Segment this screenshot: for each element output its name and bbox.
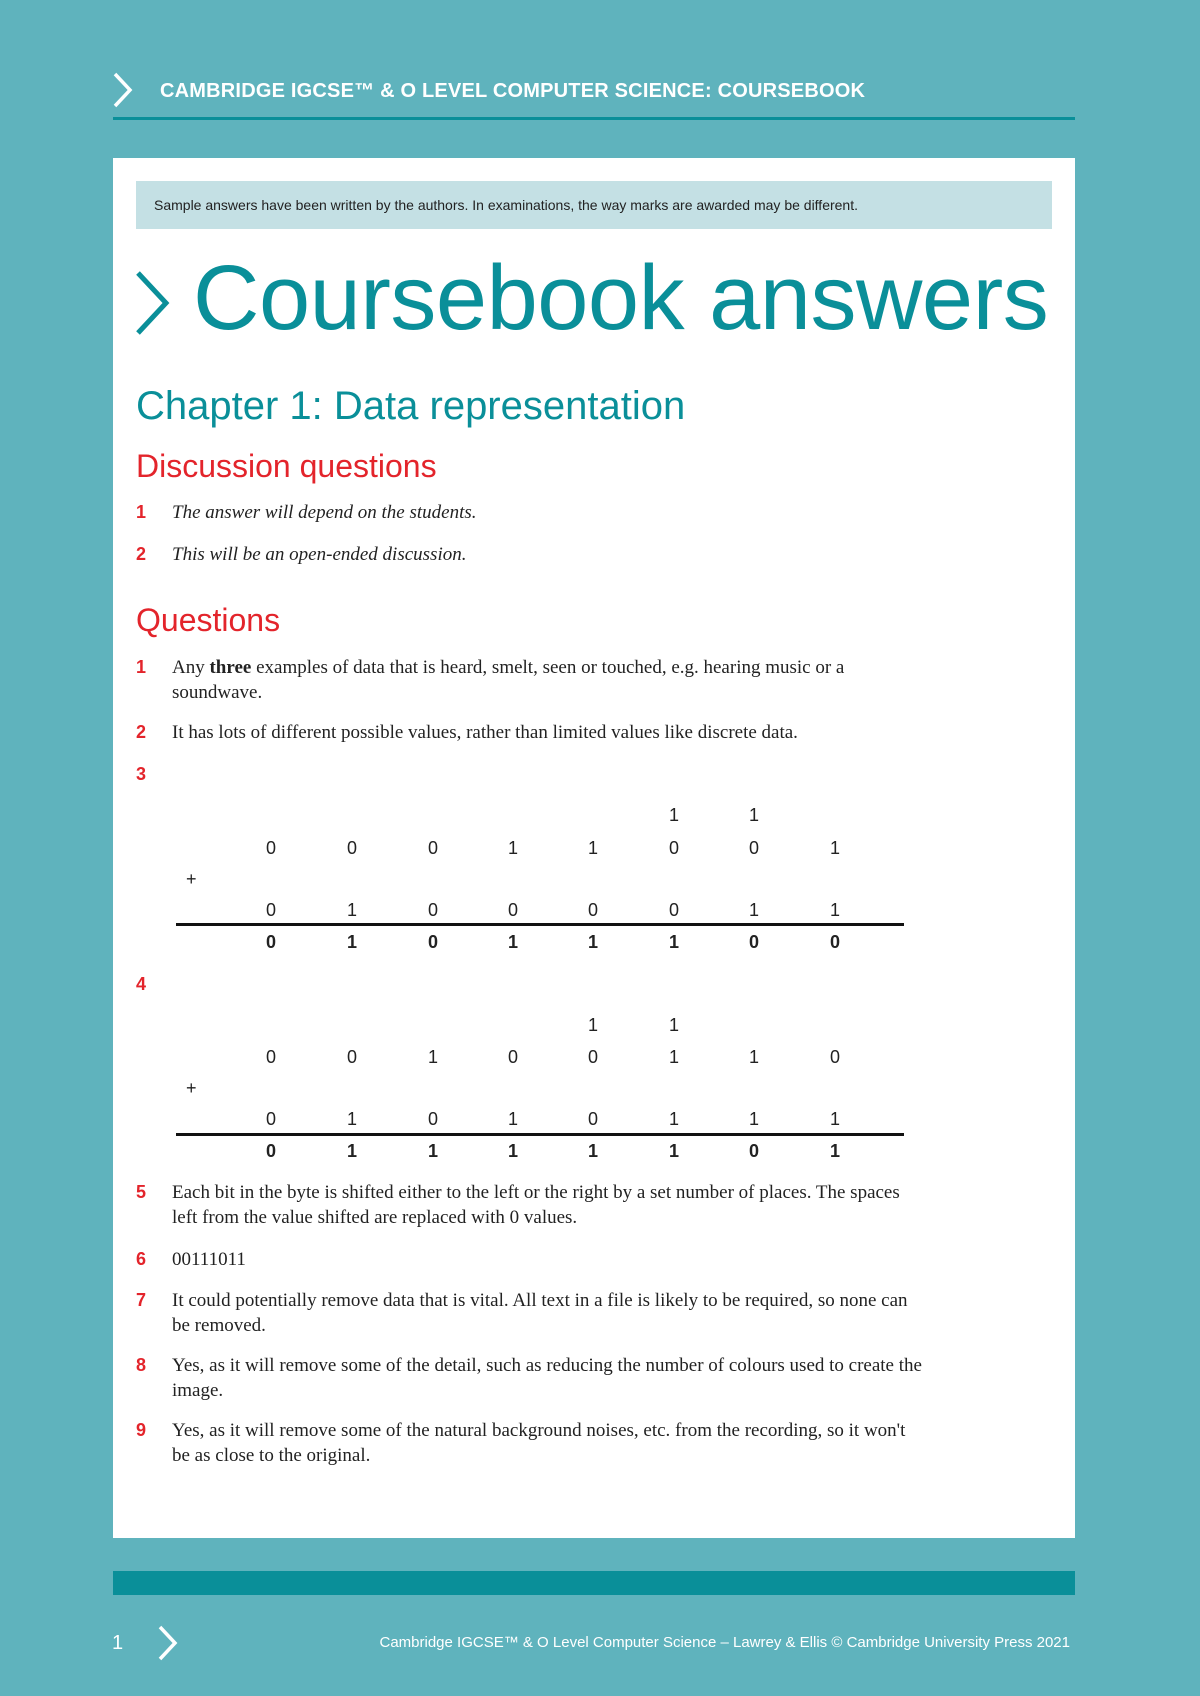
result-digit: 1 [507, 932, 518, 952]
item-number: 3 [136, 764, 147, 784]
question-item [136, 1180, 926, 1230]
result-digit: 1 [668, 1141, 679, 1161]
operand-digit: 0 [346, 1047, 357, 1067]
operand-digit: 1 [507, 838, 518, 858]
item-text-start: Any [172, 657, 210, 678]
discussion-item [136, 542, 926, 567]
operand-digit: 1 [829, 900, 840, 920]
page-title: Coursebook answers [193, 247, 1049, 349]
item-number: 1 [136, 502, 147, 522]
operand-digit: 1 [346, 1109, 357, 1129]
operand-digit: 1 [507, 1109, 518, 1129]
result-digit: 1 [829, 1141, 840, 1161]
item-number: 5 [136, 1182, 147, 1202]
sum-rule [176, 1133, 904, 1136]
carry-digit: 1 [748, 805, 759, 825]
operand-digit: 0 [427, 900, 438, 920]
questions-heading: Questions [136, 602, 281, 638]
question-item [136, 720, 926, 745]
discussion-questions-heading: Discussion questions [136, 448, 437, 484]
result-digit: 0 [748, 932, 759, 952]
footer-copyright: Cambridge IGCSE™ & O Level Computer Science – Lawrey & Ellis © Cambridge University Press 2021 [379, 1634, 1070, 1651]
item-number: 2 [136, 544, 147, 564]
chapter-title: Chapter 1: Data representation [136, 384, 686, 428]
operand-digit: 0 [587, 1109, 598, 1129]
item-text: It could potentially remove data that is vital. All text in a file is likely to be required, so none can be removed. [172, 1290, 908, 1336]
item-text: Yes, as it will remove some of the detail, such as reducing the number of colours used to create the image. [172, 1355, 922, 1401]
operand-digit: 0 [507, 900, 518, 920]
result-digit: 1 [587, 932, 598, 952]
operand-digit: 0 [265, 838, 276, 858]
result-digit: 1 [668, 932, 679, 952]
operand-digit: 0 [829, 1047, 840, 1067]
operand-digit: 1 [748, 1047, 759, 1067]
operand-digit: 1 [346, 900, 357, 920]
carry-digit: 1 [668, 805, 679, 825]
sample-answers-notice: Sample answers have been written by the authors. In examinations, the way marks are awarded may be different. [136, 181, 1052, 229]
plus-sign: + [186, 869, 197, 889]
result-digit: 0 [265, 1141, 276, 1161]
header-rule [113, 117, 1075, 120]
item-number: 4 [136, 974, 147, 994]
discussion-item [136, 500, 926, 525]
header-chevron-icon [112, 71, 134, 109]
operand-digit: 1 [587, 838, 598, 858]
operand-digit: 0 [265, 1109, 276, 1129]
item-text: Yes, as it will remove some of the natural background noises, etc. from the recording, so it won't be as close to the original. [172, 1420, 906, 1466]
item-text [172, 655, 926, 705]
result-digit: 1 [346, 1141, 357, 1161]
operand-digit: 1 [748, 1109, 759, 1129]
operand-digit: 0 [668, 838, 679, 858]
item-number: 8 [136, 1355, 147, 1375]
page-number: 1 [112, 1632, 124, 1654]
operand-digit: 0 [427, 838, 438, 858]
result-digit: 1 [427, 1141, 438, 1161]
carry-digit: 1 [587, 1015, 598, 1035]
sum-rule [176, 923, 904, 926]
result-digit: 0 [748, 1141, 759, 1161]
operand-digit: 1 [829, 838, 840, 858]
operand-digit: 1 [748, 900, 759, 920]
next-page-chevron-icon [157, 1624, 179, 1662]
result-digit: 1 [346, 932, 357, 952]
result-digit: 0 [829, 932, 840, 952]
result-digit: 1 [507, 1141, 518, 1161]
operand-digit: 0 [427, 1109, 438, 1129]
question-item [136, 1288, 926, 1338]
item-text: This will be an open-ended discussion. [172, 544, 467, 565]
item-text: Each bit in the byte is shifted either to the left or the right by a set number of places. The spaces left from the value shifted are replaced with 0 values. [172, 1182, 900, 1228]
item-number: 2 [136, 722, 147, 742]
plus-sign: + [186, 1078, 197, 1098]
result-digit: 0 [427, 932, 438, 952]
operand-digit: 1 [668, 1047, 679, 1067]
operand-digit: 1 [829, 1109, 840, 1129]
question-item [136, 1353, 926, 1403]
operand-digit: 1 [427, 1047, 438, 1067]
operand-digit: 0 [748, 838, 759, 858]
item-text: The answer will depend on the students. [172, 502, 477, 523]
result-digit: 1 [587, 1141, 598, 1161]
item-text: 00111011 [172, 1249, 246, 1270]
running-header-title: CAMBRIDGE IGCSE™ & O LEVEL COMPUTER SCIENCE: COURSEBOOK [160, 80, 866, 102]
item-text: It has lots of different possible values, rather than limited values like discrete data. [172, 722, 798, 743]
operand-digit: 0 [587, 900, 598, 920]
item-number: 7 [136, 1290, 147, 1310]
operand-digit: 0 [507, 1047, 518, 1067]
item-text-end: examples of data that is heard, smelt, seen or touched, e.g. hearing music or a soundwave. [172, 657, 845, 703]
item-number: 1 [136, 657, 147, 677]
question-item [136, 1247, 926, 1272]
result-digit: 0 [265, 932, 276, 952]
title-chevron-icon [133, 268, 173, 338]
footer-bar [113, 1571, 1075, 1595]
question-item [136, 1418, 926, 1468]
operand-digit: 0 [346, 838, 357, 858]
carry-digit: 1 [668, 1015, 679, 1035]
operand-digit: 0 [265, 1047, 276, 1067]
item-text-bold: three [209, 657, 252, 678]
operand-digit: 1 [668, 1109, 679, 1129]
operand-digit: 0 [587, 1047, 598, 1067]
operand-digit: 0 [668, 900, 679, 920]
item-number: 6 [136, 1249, 147, 1269]
operand-digit: 0 [265, 900, 276, 920]
item-number: 9 [136, 1420, 147, 1440]
question-item [136, 655, 926, 705]
